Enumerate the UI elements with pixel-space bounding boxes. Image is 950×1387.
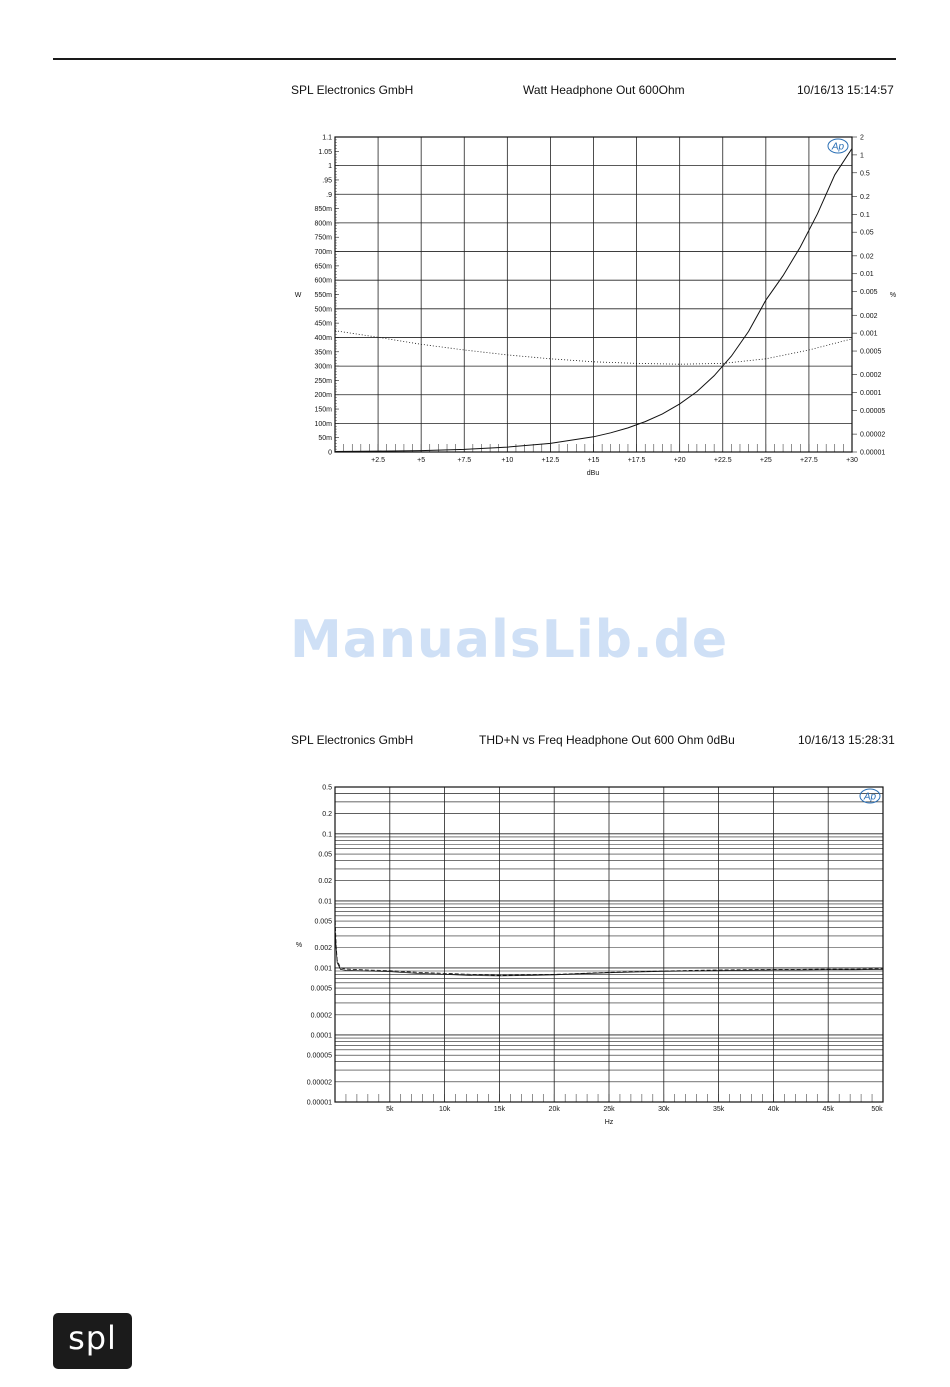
chart1-x-axis-label: dBu (586, 470, 600, 477)
chart2-y-tick-label: 0.005 (314, 918, 332, 926)
chart2-x-axis-label: Hz (604, 1119, 614, 1126)
chart2-y-tick-label: 0.05 (318, 851, 332, 859)
chart2-y-tick-label: 0.1 (322, 831, 332, 839)
chart1-y2-tick-label: 2 (860, 134, 864, 142)
chart1-y2-tick-label: 0.0002 (860, 372, 882, 380)
chart1-y2-tick-label: 0.1 (860, 211, 870, 219)
chart1-y2-tick-label: 0.005 (860, 289, 878, 297)
chart1-y2-tick-label: 0.05 (860, 229, 874, 237)
chart1-y-tick-label: 1.05 (318, 148, 332, 156)
chart1-y2-tick-label: 0.0001 (860, 390, 882, 398)
chart1-x-tick-label: +15 (587, 457, 600, 464)
chart1-x-tick-label: +27.5 (800, 457, 818, 464)
chart1-y-tick-label: 350m (314, 349, 332, 357)
chart2-x-tick-label: 45k (822, 1106, 834, 1113)
chart1-x-tick-label: +10 (501, 457, 514, 464)
chart1-y-tick-label: 250m (314, 377, 332, 385)
chart1-y-tick-label: 200m (314, 392, 332, 400)
chart1-y-tick-label: 1.1 (322, 134, 332, 142)
chart1-x-tick-label: +20 (673, 457, 686, 464)
chart1-y2-tick-label: 0.2 (860, 193, 870, 201)
chart2-y-tick-label: 0.5 (322, 784, 332, 792)
ap-logo-text: Ap (863, 791, 877, 803)
chart1-y-tick-label: 700m (314, 249, 332, 257)
chart2-y-tick-label: 0.2 (322, 811, 332, 819)
chart2-header-title: THD+N vs Freq Headphone Out 600 Ohm 0dBu (479, 733, 735, 747)
chart1-x-tick-label: +25 (759, 457, 772, 464)
chart1-y-tick-label: 50m (318, 435, 332, 443)
chart1-y2-axis-label: % (889, 292, 897, 299)
chart1-y2-tick-label: 0.001 (860, 330, 878, 338)
chart1-y2-tick-label: 1 (860, 152, 864, 160)
chart2-x-tick-label: 10k (438, 1106, 451, 1113)
chart1-y2-tick-label: 0.002 (860, 312, 878, 320)
chart2-y-axis-label: % (295, 942, 303, 949)
chart2-x-tick-label: 5k (386, 1106, 394, 1113)
chart1-y-tick-label: 150m (314, 406, 332, 414)
chart1-y2-tick-label: 0.00002 (860, 431, 886, 439)
chart2-x-tick-label: 25k (603, 1106, 615, 1113)
chart2-y-tick-label: 0.0002 (310, 1012, 332, 1020)
chart1-y2-tick-label: 0.0005 (860, 348, 882, 356)
chart2-x-tick-label: 20k (548, 1106, 560, 1113)
chart1-x-tick-label: +7.5 (457, 457, 472, 464)
chart1-y-tick-label: 800m (314, 220, 332, 228)
chart2-header-company: SPL Electronics GmbH (291, 733, 414, 747)
chart1-header-company: SPL Electronics GmbH (291, 83, 414, 97)
chart2-y-tick-label: 0.00005 (306, 1052, 332, 1060)
chart1-y-tick-label: 100m (314, 420, 332, 428)
chart2-y-tick-label: 0.02 (318, 878, 332, 886)
spl-logo (53, 1313, 132, 1369)
chart2-y-tick-label: 0.002 (314, 945, 332, 953)
chart1-y-tick-label: 550m (314, 292, 332, 299)
chart1-x-tick-label: +30 (846, 457, 858, 464)
chart1-y-tick-label: 300m (314, 363, 332, 371)
chart1-x-tick-label: +22.5 (713, 457, 732, 464)
chart1-x-tick-label: +12.5 (541, 457, 560, 464)
chart2-header-timestamp: 10/16/13 15:28:31 (798, 733, 895, 747)
chart1-y2-tick-label: 0.02 (860, 253, 874, 261)
chart1-header-title: Watt Headphone Out 600Ohm (523, 83, 685, 97)
chart2-y-tick-label: 0.01 (318, 898, 332, 906)
chart2-x-tick-label: 15k (493, 1106, 506, 1113)
chart1-y2-tick-label: 0.00005 (860, 407, 886, 415)
chart1-y-tick-label: 0 (328, 449, 332, 457)
ap-logo-text: Ap (831, 141, 845, 153)
chart1-y-tick-label: 1 (328, 163, 332, 171)
chart1-y2-tick-label: 0.00001 (860, 449, 886, 457)
chart1-y-tick-label: .9 (326, 191, 332, 199)
chart2-x-tick-label: 35k (712, 1106, 725, 1113)
chart1-y-tick-label: 400m (314, 334, 332, 342)
chart1-x-tick-label: +2.5 (371, 457, 385, 464)
watermark: ManualsLib.de (290, 610, 729, 670)
chart1-y-tick-label: 750m (314, 234, 332, 242)
chart1-y-tick-label: 600m (314, 277, 332, 285)
chart2-y-tick-label: 0.0001 (310, 1032, 332, 1040)
chart2-x-tick-label: 40k (767, 1106, 780, 1113)
chart2-y-tick-label: 0.00002 (306, 1079, 332, 1087)
chart1-y-tick-label: 500m (314, 306, 332, 314)
chart1-y2-tick-label: 0.5 (860, 170, 870, 178)
chart2-y-tick-label: 0.001 (314, 965, 332, 973)
chart1-header-timestamp: 10/16/13 15:14:57 (797, 83, 894, 97)
chart2-y-tick-label: 0.0005 (310, 985, 332, 993)
chart1-y2-tick-label: 0.01 (860, 271, 874, 279)
chart1-y-axis-label: W (294, 292, 302, 299)
chart1-y-tick-label: 850m (314, 206, 332, 214)
chart2-y-tick-label: 0.00001 (306, 1099, 332, 1107)
chart2-x-tick-label: 50k (871, 1106, 883, 1113)
spl-logo-text: spl (68, 1319, 117, 1357)
chart1-y-tick-label: .95 (322, 177, 332, 185)
chart2-x-tick-label: 30k (658, 1106, 670, 1113)
chart1-x-tick-label: +17.5 (627, 457, 646, 464)
chart1-x-tick-label: +5 (417, 457, 426, 464)
chart1-y-tick-label: 450m (314, 320, 332, 328)
chart1-y-tick-label: 650m (314, 263, 332, 271)
